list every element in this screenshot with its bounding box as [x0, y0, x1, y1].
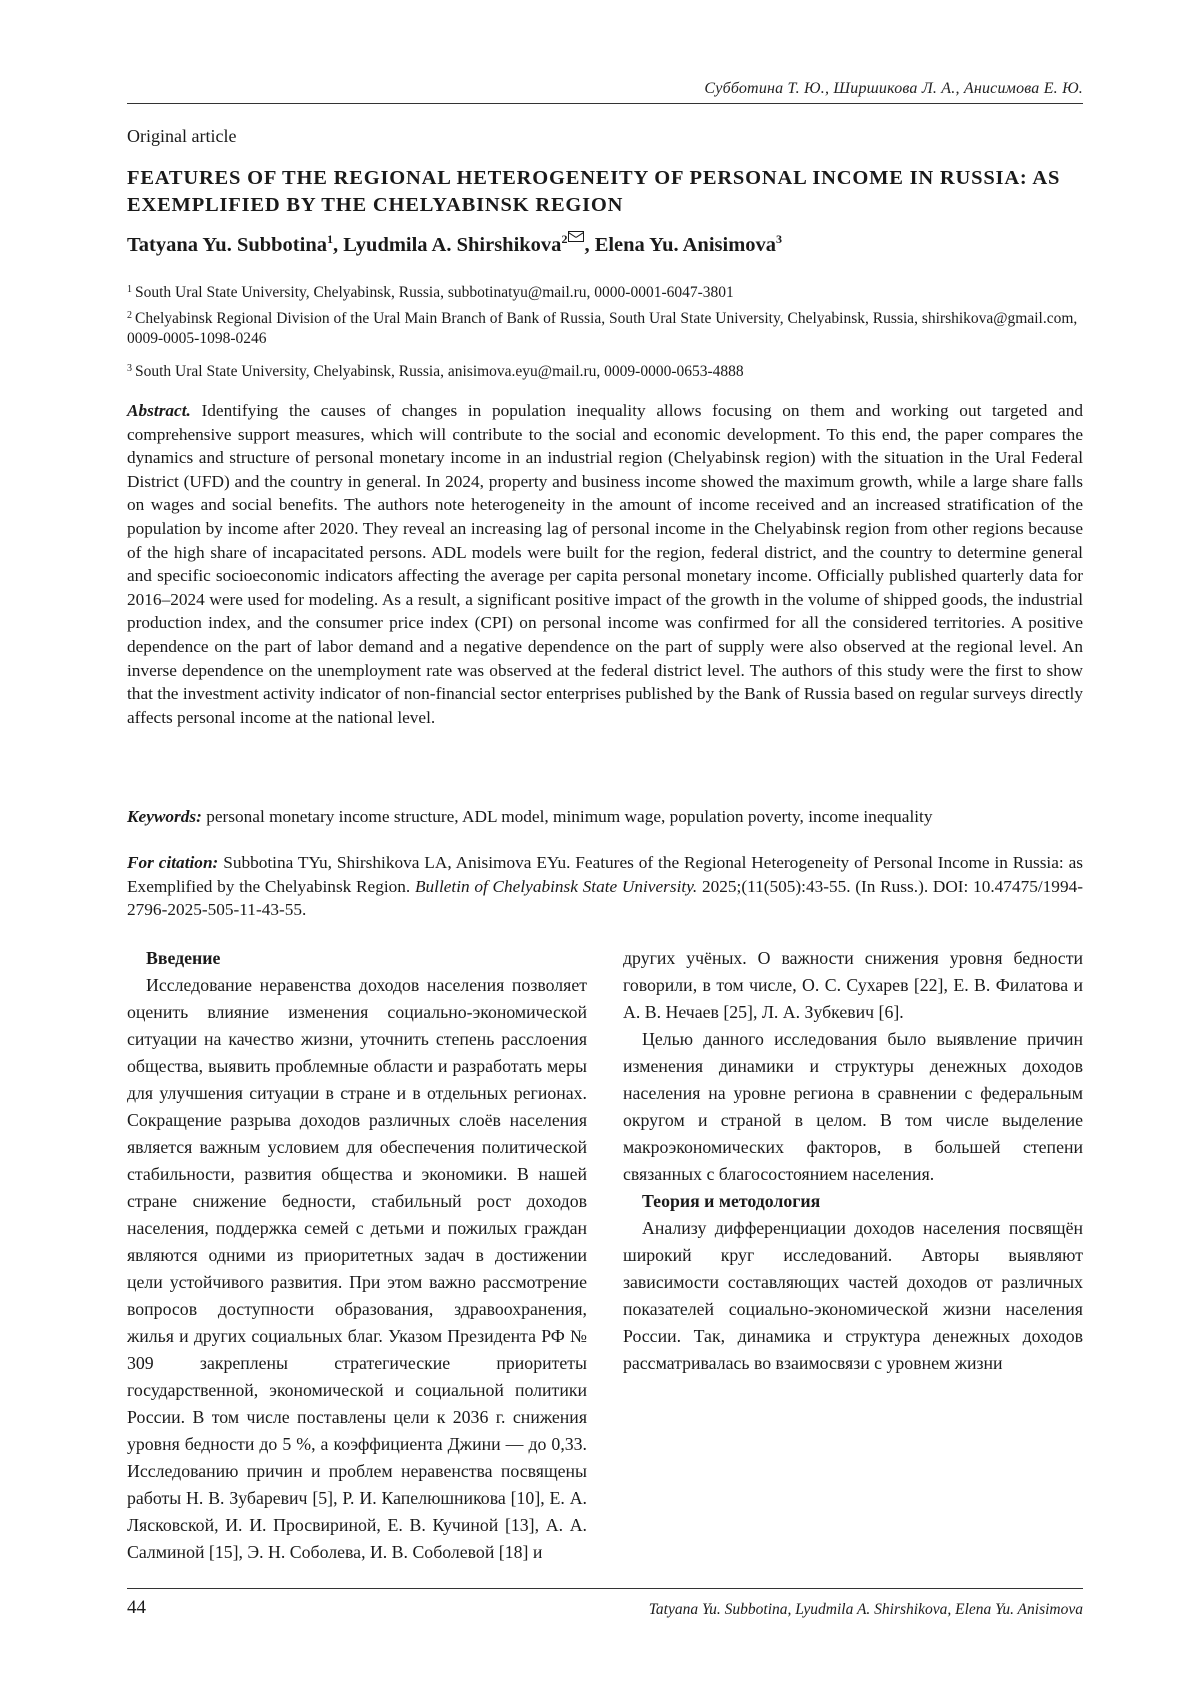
- citation: [127, 851, 1083, 922]
- affiliation: [127, 309, 1083, 349]
- affiliation: [127, 362, 1083, 382]
- footer-divider: [127, 1588, 1083, 1589]
- author-list: Tatyana Yu. Subbotina$^1$, Lyudmila A. Shirshikova$^2$ , Elena Yu. Anisimova$^3$: [127, 232, 783, 256]
- citation-doi: 2025;(11(505):43-55. (In Russ.). DOI: 10.47475/1994-2796-2025-505-11-43-55.: [127, 876, 1083, 920]
- affiliation-number: 3: [127, 363, 132, 374]
- affiliation: [127, 283, 1083, 303]
- citation-label: For citation:: [127, 853, 219, 872]
- article-type: Original article: [127, 126, 237, 146]
- keywords: [127, 805, 1083, 829]
- author-name: Lyudmila A. Shirshikova: [343, 234, 562, 256]
- section-heading-theory: Теория и методология: [642, 1191, 821, 1211]
- article-title: FEATURES OF THE REGIONAL HETEROGENEITY OF PERSONAL INCOME IN RUSSIA: AS EXEMPLIFIED BY THE CHELYABINSK REGION: [127, 167, 1061, 216]
- body-column-left: [127, 945, 587, 1566]
- section-heading-introduction: Введение: [146, 948, 221, 968]
- abstract-text: Identifying the causes of changes in population inequality allows focusing on them and working out targeted and comprehensive support measures, which will contribute to the social and economic development. To this end, the paper compares the dynamics and structure of personal monetary income in an industrial region (Chelyabinsk region) with the situation in the Ural Federal District (UFD) and the country in general. In 2024, property and business income showed the maximum growth, while a large share falls on wages and social benefits. The authors note heterogeneity in the amount of income received and an increased stratification of the population by income after 2020. They reveal an increasing lag of personal income in the Chelyabinsk region from other regions because of the high share of incapacitated persons. ADL models were built for the region, federal district, and the country to determine general and specific socioeconomic indicators affecting the average per capita personal monetary income. Officially published quarterly data for 2016–2024 were used for modeling. As a result, a significant positive impact of the growth in the volume of shipped goods, the industrial production index, and the consumer price index (CPI) on personal income was confirmed for all the considered territories. A positive dependence on the part of labor demand and a negative dependence on the part of supply were also observed at the regional level. An inverse dependence on the unemployment rate was observed at the federal district level. The authors of this study were the first to show that the investment activity indicator of non-financial sector enterprises published by the Bank of Russia based on regular surveys directly affects personal income at the national level.: [127, 401, 1083, 727]
- affiliation-text: South Ural State University, Chelyabinsk, Russia, anisimova.eyu@mail.ru, 0009-0000-0653-4888: [135, 363, 744, 380]
- affiliation-text: Chelyabinsk Regional Division of the Ural Main Branch of Bank of Russia, South Ural State University, Chelyabinsk, Russia, shirshikova@gmail.com, 0009-0005-1098-0246: [127, 310, 1078, 347]
- footer-authors: Tatyana Yu. Subbotina, Lyudmila A. Shirshikova, Elena Yu. Anisimova: [648, 1601, 1083, 1618]
- mail-icon: [568, 231, 584, 242]
- author-affiliation-number: 1: [327, 232, 333, 246]
- abstract: [127, 399, 1083, 729]
- page-number: 44: [127, 1597, 146, 1618]
- header-divider: [127, 103, 1083, 104]
- theory-paragraph: Анализу дифференциации доходов населения посвящён широкий круг исследований. Авторы выявляют зависимости составляющих частей доходов от различных показателей социально-экономической жизни населения России. Так, динамика и структура денежных доходов рассматривалась во взаимосвязи с уровнем жизни: [623, 1218, 1083, 1373]
- author-affiliation-number: 2: [561, 232, 568, 246]
- body-column-right: [623, 945, 1083, 1377]
- affiliation-text: South Ural State University, Chelyabinsk, Russia, subbotinatyu@mail.ru, 0000-0001-6047-3801: [135, 284, 734, 301]
- author-name: Elena Yu. Anisimova: [594, 234, 777, 256]
- introduction-paragraph-continued: других учёных. О важности снижения уровня бедности говорили, в том числе, О. С. Сухарев [22], Е. В. Филатова и А. В. Нечаев [25], Л. А. Зубкевич [6].: [623, 948, 1083, 1022]
- affiliation-number: 2: [127, 310, 132, 321]
- keywords-label: Keywords:: [127, 807, 202, 826]
- citation-text: Subbotina TYu, Shirshikova LA, Anisimova EYu. Features of the Regional Heterogeneity of Personal Income in Russia: as Exemplified by the Chelyabinsk Region.: [127, 853, 1083, 896]
- author-name: Tatyana Yu. Subbotina: [127, 234, 327, 256]
- abstract-label: Abstract.: [127, 401, 191, 420]
- introduction-paragraph: Исследование неравенства доходов населения позволяет оценить влияние изменения социально-экономической ситуации на качество жизни, уточнить степень расслоения общества, выявить проблемные области и разработать меры для улучшения ситуации в стране и в отдельных регионах. Сокращение разрыва доходов различных слоёв населения является важным условием для обеспечения политической стабильности, развития общества и экономики. В нашей стране снижение бедности, стабильный рост доходов населения, поддержка семей с детьми и пожилых граждан являются одними из приоритетных задач в достижении цели устойчивого развития. При этом важно рассмотрение вопросов доступности образования, здравоохранения, жилья и других социальных благ. Указом Президента РФ № 309 закреплены стратегические приоритеты государственной, экономической и социальной политики России. В том числе поставлены цели к 2036 г. снижения уровня бедности до 5 %, а коэффициента Джини — до 0,33. Исследованию причин и проблем неравенства посвящены работы Н. В. Зубаревич [5], Р. И. Капелюшникова [10], Е. А. Лясковской, И. И. Просвириной, Е. В. Кучиной [13], А. А. Салминой [15], Э. Н. Соболева, И. В. Соболевой [18] и: [127, 975, 587, 1562]
- affiliation-number: 1: [127, 284, 132, 295]
- author-affiliation-number: 3: [776, 232, 783, 246]
- citation-journal: Bulletin of Chelyabinsk State University.: [414, 876, 698, 896]
- article-page: [127, 0, 1083, 1697]
- running-head: Субботина Т. Ю., Ширшикова Л. А., Анисимова Е. Ю.: [704, 80, 1083, 97]
- keywords-text: personal monetary income structure, ADL model, minimum wage, population poverty, income inequality: [206, 807, 933, 826]
- aim-paragraph: Целью данного исследования было выявление причин изменения динамики и структуры денежных доходов населения на уровне региона в сравнении с федеральным округом и страной в целом. В том числе выделение макроэкономических факторов, в большей степени связанных с благосостоянием населения.: [623, 1029, 1083, 1184]
